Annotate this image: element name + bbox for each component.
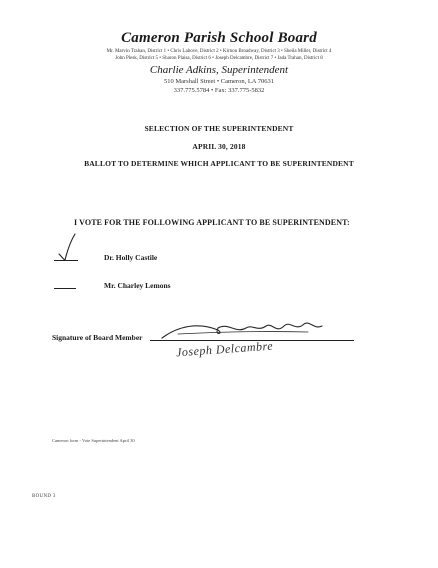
vote-blank-2[interactable]: [54, 288, 76, 289]
superintendent-name: Charlie Adkins, Superintendent: [149, 64, 289, 76]
document-code: BOUND 3: [32, 494, 56, 499]
members-line-1: Mr. Marvin Trahan, District 1 • Chris Labove, District 2 • Kirnon Broadway, District 3 • Sheila Miller, District 4: [106, 49, 332, 54]
vote-blank-1[interactable]: [54, 260, 78, 261]
board-address: [0, 78, 438, 95]
date-heading: APRIL 30, 2018: [192, 142, 246, 151]
board-name: Cameron Parish School Board: [121, 30, 317, 46]
handwritten-signature-icon: [158, 320, 328, 342]
printed-board-member-name: Joseph Delcambre: [175, 338, 274, 360]
vote-instruction: I VOTE FOR THE FOLLOWING APPLICANT TO BE SUPERINTENDENT:: [74, 218, 350, 227]
signature-label: Signature of Board Member: [52, 333, 143, 342]
address-line-1: 510 Marshall Street • Cameron, LA 70631: [163, 78, 275, 85]
checkmark-icon: [56, 232, 80, 262]
selection-heading: SELECTION OF THE SUPERINTENDENT: [144, 124, 294, 133]
board-members-list: [0, 49, 438, 62]
address-line-2: 337.775.5784 • Fax: 337.775-5832: [173, 86, 265, 94]
footer-note: Cameron form - Vote Superintendent April 30: [52, 438, 135, 443]
candidate-1-name: Dr. Holly Castile: [104, 253, 158, 262]
ballot-heading: BALLOT TO DETERMINE WHICH APPLICANT TO BE SUPERINTENDENT: [84, 159, 354, 168]
members-line-2: John Plesk, District 5 • Sharon Plaisa, District 6 • Joseph Delcambre, District 7 • Jada Trahan, District 8: [115, 55, 323, 61]
candidate-2-name: Mr. Charley Lemons: [104, 281, 171, 290]
